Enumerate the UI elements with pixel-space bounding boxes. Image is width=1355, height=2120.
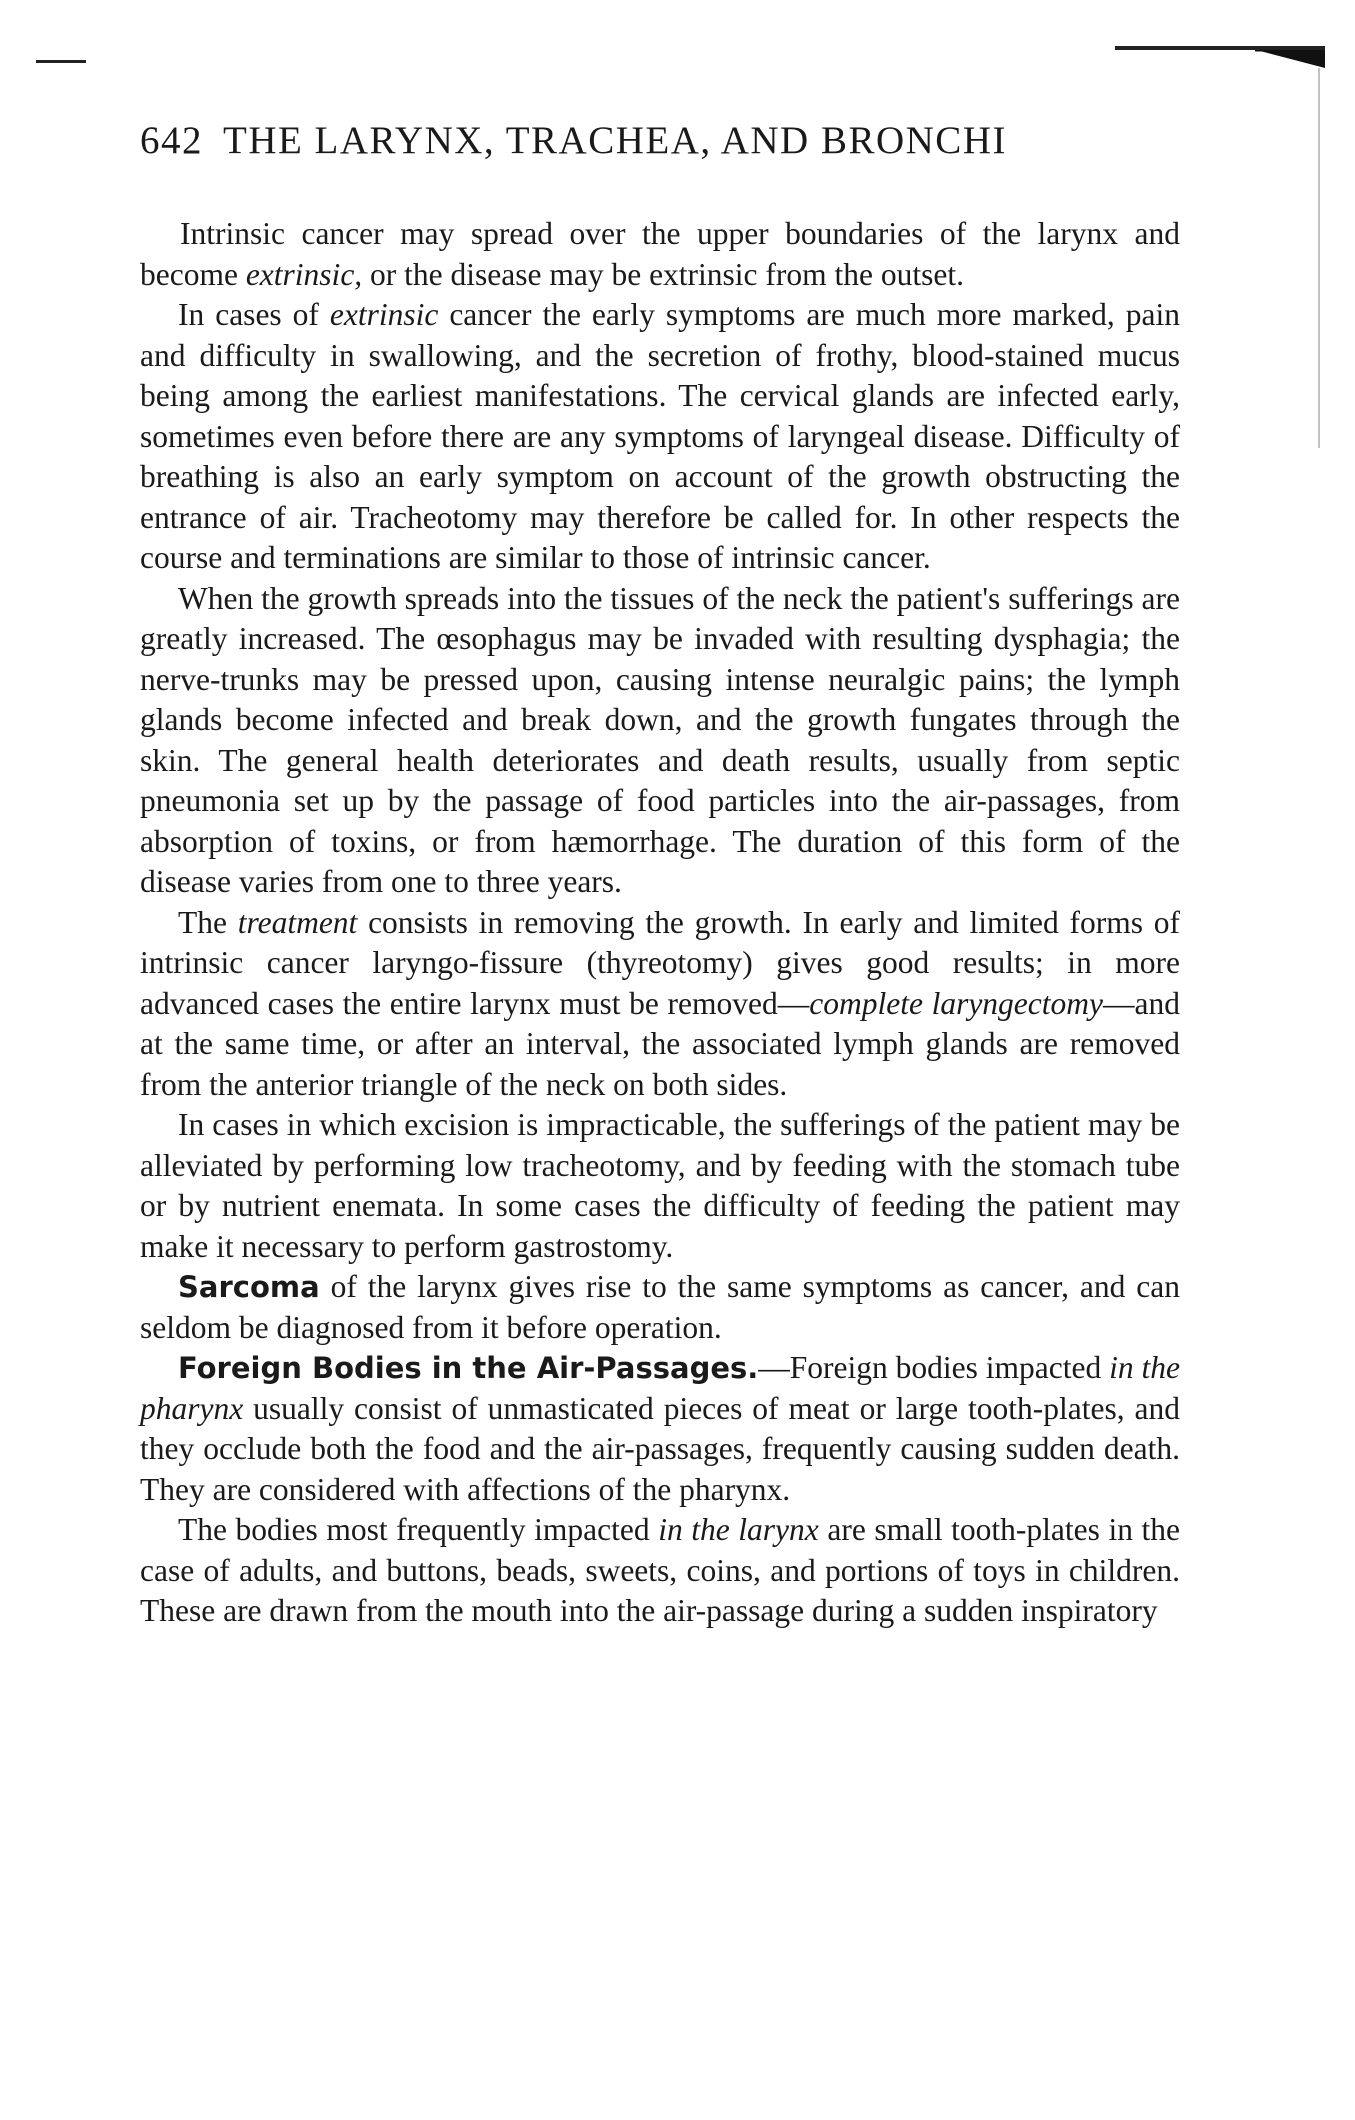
paragraph-text: cancer the early symptoms are much more marked, pain and difficulty in swallowing, and the secretion of frothy, blood-stained mucus being among the earliest manifestations. The cervical glands are infected early, sometimes even before there are any symptoms of laryngeal disease. Difficulty of breathing is also an early symptom on account of the growth obstructing the entrance of air. Tracheotomy may therefore be called for. In other respects the course and terminations are similar to those of intrinsic cancer. [140,297,1180,575]
italic-term: in the larynx [658,1512,819,1547]
paragraph-growth-spread [140,579,1180,903]
paragraph-text: —Foreign bodies impacted [758,1350,1110,1385]
section-heading: Foreign Bodies in the Air-Passages. [178,1351,759,1385]
italic-term: in the pharynx [140,1350,1180,1426]
paragraph-text: Intrinsic cancer may spread over the upper boundaries of the larynx and become [140,216,1180,292]
paragraph-text: usually consist of unmasticated pieces of meat or large tooth-plates, and they occlude both the food and the air-passages, frequently causing sudden death. They are considered with affections of the pharynx. [140,1390,1180,1507]
body-text [140,214,1180,1632]
paragraph-text: consists in removing the growth. In early and limited forms of intrinsic cancer laryngo-fissure (thyreotomy) gives good results; in more advanced cases the entire larynx must be removed— [140,904,1180,1021]
paragraph-text: or the disease may be extrinsic from the outset. [362,256,964,292]
italic-term: extrinsic [329,297,439,332]
paragraph-text: of the larynx gives rise to the same symptoms as cancer, and can seldom be diagnosed from it before operation. [140,1269,1180,1345]
paragraph-text: When the growth spreads into the tissues of the neck the patient's sufferings are greatly increased. The œsophagus may be invaded with resulting dysphagia; the nerve-trunks may be pressed upon, causing intense neuralgic pains; the lymph glands become infected and break down, and the growth fungates through the skin. The general health deteriorates and death results, usually from septic pneumonia set up by the passage of food particles into the air-passages, from absorption of toxins, or from hæmorrhage. The duration of this form of the disease varies from one to three years. [140,580,1180,899]
paragraph-palliation [140,1105,1180,1267]
paragraph-text: The [178,904,238,940]
paragraph-sarcoma [140,1267,1180,1348]
italic-term: treatment [237,904,358,940]
paragraph-treatment [140,903,1180,1106]
paragraph-text: In cases of [178,297,330,332]
paragraph-foreign-bodies [140,1348,1180,1510]
running-header [140,118,1180,163]
running-title: THE LARYNX, TRACHEA, AND BRONCHI [223,119,1007,162]
italic-term: extrinsic, [245,256,363,292]
paragraph-text: The bodies most frequently impacted [178,1512,659,1547]
paragraph-text: are small tooth-plates in the case of adults, and buttons, beads, sweets, coins, and portions of toys in children. These are drawn from the mouth into the air-passage during a sudden inspiratory [140,1512,1180,1628]
paragraph-intrinsic-spread [140,214,1180,295]
page-number: 642 [140,119,203,162]
scan-artifact-edge [1318,68,1320,448]
scan-artifact-mark [36,60,86,63]
paragraph-larynx-bodies [140,1510,1180,1632]
italic-term: complete laryngectomy [809,985,1104,1021]
paragraph-text: —and at the same time, or after an interval, the associated lymph glands are removed from the anterior triangle of the neck on both sides. [140,985,1180,1102]
paragraph-text: In cases in which excision is impracticable, the sufferings of the patient may be alleviated by performing low tracheotomy, and by feeding with the stomach tube or by nutrient enemata. In some cases the difficulty of feeding the patient may make it necessary to perform gastrostomy. [140,1107,1180,1264]
section-heading: Sarcoma [178,1270,320,1304]
scan-artifact-corner [1115,46,1325,68]
paragraph-extrinsic-symptoms [140,295,1180,579]
